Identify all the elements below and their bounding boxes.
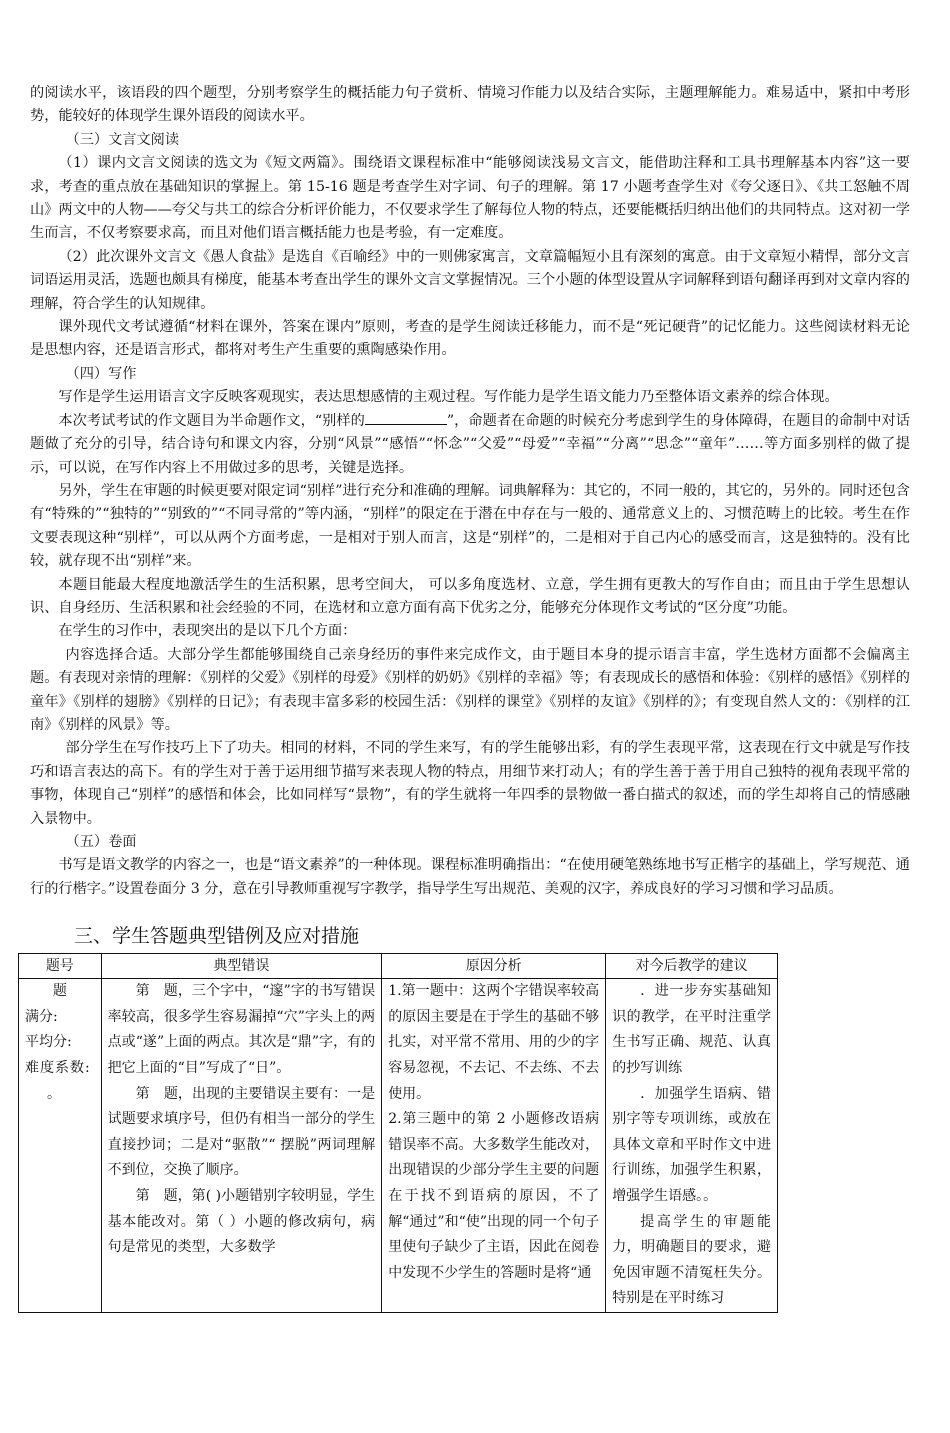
error-item: 第 题，第( )小题错别字较明显，学生基本能改对。第（ ）小题的修改病句，病句是常见的类型，大多数学: [107, 1187, 376, 1256]
question-label: 题: [52, 983, 67, 1000]
section-title: 三、学生答题典型错例及应对措施: [74, 925, 360, 948]
paragraph-writing-intro: 写作是学生运用语言文字反映客观现实，表达思想感情的主观过程。写作能力是学生语文能力乃至整体语文素养的综合体现。: [58, 389, 839, 406]
paragraph-topic-value: 本题目能最大程度地激活学生的生活积累，思考空间大， 可以多角度选材、立意，学生拥有更教大的写作自由；而且由于学生思想认识、自身经历、生活积累和社会经验的不同，在选材和立意方面有高下优劣之分，能够充分体现作文考试的“区分度”功能。: [30, 576, 910, 616]
topic-blank-line: [365, 411, 447, 425]
table-row: [19, 979, 778, 1313]
suggestion-item: ．加强学生语病、错别字等专项训练，或放在具体文章和平时作文中进行训练，加强学生积累，增强学生语感。。: [612, 1085, 771, 1204]
table-header-row: [19, 954, 778, 979]
paragraph-highlights-intro: 在学生的习作中，表现突出的是以下几个方面：: [58, 623, 357, 640]
period-mark: 。: [47, 1085, 61, 1102]
header-teaching-suggestions: 对今后教学的建议: [606, 954, 778, 979]
cause-item: 2.第三题中的第 2 小题修改语病错误率不高。大多数学生能改对，出现错误的少部分学生主要的问题在于找不到语病的原因，不了解“通过”和“使”出现的同一个句子里使句子缺少了主语，因此在阅卷中发现不少学生的答题时是将“通: [388, 1111, 600, 1281]
paragraph-content-selection: 内容选择合适。大部分学生都能够围绕自己亲身经历的事件来完成作文，由于题目本身的提示语言丰富，学生选材方面都不会偏离主题。有表现对亲情的理解：《别样的父爱》《别样的母爱》《别样的奶奶》《别样的幸福》等；有表现成长的感悟和体验：《别样的感悟》《别样的童年》《别样的翅膀》《别样的日记》；有表现丰富多彩的校园生活：《别样的课堂》《别样的友谊》《别样的》；有变现自然人文的：《别样的江南》《别样的风景》等。: [30, 646, 910, 733]
paragraph-classical-extra: （2）此次课外文言文《愚人食盐》是选自《百喻经》中的一则佛家寓言，文章篇幅短小且有深刻的寓意。由于文章短小精悍，部分文言词语运用灵活，选题也颇具有梯度，能基本考查出学生的课外文言文掌握情况。三个小题的体型设置从字词解释到语句翻译再到对文章内容的理解，符合学生的认知规律。: [30, 248, 910, 312]
error-item: 第 题，三个字中，“邃”字的书写错误率较高，很多学生容易漏掉“穴”字头上的两点或“遂”上面的两点。其次是“鼎”字，有的把它上面的“目”写成了“日”。: [107, 983, 376, 1076]
cell-cause-analysis: [382, 979, 606, 1313]
heading-classical-reading: （三）文言文阅读: [65, 131, 180, 148]
document-page: [25, 82, 910, 1313]
cell-question-info: [19, 979, 102, 1313]
header-cause-analysis: 原因分析: [382, 954, 606, 979]
paragraph-reading-level: 的阅读水平，该语段的四个题型，分别考察学生的概括能力句子赏析、情境习作能力以及结合实际，主题理解能力。难易适中，紧扣中考形势，能较好的体现学生课外语段的阅读水平。: [30, 85, 910, 125]
essay-topic-text-b: ”，命题者在命题的时候充分考虑到学生的身体障碍，在题目的命制中对话题做了充分的引导，结合诗句和课文内容，分别“风景”“感悟”“怀念”“父爱”“母爱”“幸福”“分离”“思念”“童年”……等方面多别样的做了提示，可以说，在写作内容上不用做过多的思考，关键是选择。: [30, 412, 910, 476]
header-question-no: 题号: [19, 954, 102, 979]
paragraph-modern-reading: 课外现代文考试遵循“材料在课外，答案在课内”原则，考查的是学生阅读迁移能力，而不是“死记硬背”的记忆能力。这些阅读材料无论是思想内容，还是语言形式，都将对考生产生重要的熏陶感染作用。: [30, 319, 910, 359]
heading-handwriting: （五）卷面: [65, 834, 137, 850]
paragraph-topic-understanding: 另外，学生在审题的时候更要对限定词“别样”进行充分和准确的理解。词典解释为：其它的，不同一般的，其它的，另外的。同时还包含有“特殊的”“独特的”“别致的”“不同寻常的”等内涵，“别样”的限定在于潜在中存在与一般的、通常意义上的、习惯范畴上的比较。考生在作文要表现这种“别样”，可以从两个方面考虑，一是相对于别人而言，这是“别样”的，二是相对于自己内心的感受而言，这是独特的。没有比较，就存现不出“别样”来。: [30, 482, 910, 570]
header-typical-errors: 典型错误: [101, 954, 382, 979]
paragraph-writing-skills: 部分学生在写作技巧上下了功夫。相同的材料，不同的学生来写，有的学生能够出彩，有的学生表现平常，这表现在行文中就是写作技巧和语言表达的高下。有的学生对于善于运用细节描写来表现人物的特点，用细节来打动人；有的学生善于善于用自己独特的视角表现平常的事物，体现自己“别样”的感悟和体会，比如同样写“景物”，有的学生就将一年四季的景物做一番白描式的叙述，而的学生却将自己的情感融入景物中。: [30, 740, 910, 827]
paragraph-handwriting: 书写是语文教学的内容之一，也是“语文素养”的一种体现。课程标准明确指出：“在使用硬笔熟练地书写正楷字的基础上，学写规范、通行的行楷字。”设置卷面分 3 分，意在引导教师重视写字教学，指导学生写出规范、美观的汉字，养成良好的学习习惯和学习品质。: [30, 857, 910, 897]
suggestion-item: ．进一步夯实基础知识的教学，在平时注重学生书写正确、规范、认真的抄写训练: [612, 983, 771, 1076]
essay-topic-text-a: 本次考试考试的作文题目为半命题作文，“别样的: [58, 412, 365, 429]
suggestion-item: 提高学生的审题能力，明确题目的要求，避免因审题不清冤枉失分。特别是在平时练习: [612, 1213, 771, 1307]
average-score-label: 平均分:: [25, 1034, 72, 1051]
error-analysis-table: [18, 953, 778, 1313]
difficulty-label: 难度系数:: [25, 1060, 91, 1076]
error-item: 第 题，出现的主要错误主要有：一是试题要求填序号，但仍有相当一部分的学生直接抄词；二是对“驱散”“ 摆脱”两词理解不到位，交换了顺序。: [107, 1085, 376, 1179]
cell-suggestions: [606, 979, 778, 1313]
cell-typical-errors: [101, 979, 382, 1313]
full-score-label: 满分:: [25, 1008, 58, 1025]
paragraph-classical-in-class: （1）课内文言文阅读的选文为《短文两篇》。围绕语文课程标准中“能够阅读浅易文言文，能借助注释和工具书理解基本内容”这一要求，考查的重点放在基础知识的掌握上。第 15-16 题是考查学生对字词、句子的理解。第 17 小题考查学生对《夸父逐日》、《共工怒触不周山》两文中的人物——夸父与共工的综合分析评价能力，不仅要求学生了解每位人物的特点，还要能概括归纳出他们的共同特点。这对初一学生而言，不仅考察要求高，而且对他们语言概括能力也是考验，有一定难度。: [30, 155, 910, 242]
cause-item: 1.第一题中：这两个字错误率较高的原因主要是在于学生的基础不够扎实，对平常不常用、用的少的字容易忽视，不去记、不去练、不去使用。: [388, 983, 600, 1102]
paragraph-essay-topic: [30, 410, 910, 480]
heading-writing: （四）写作: [65, 365, 137, 382]
